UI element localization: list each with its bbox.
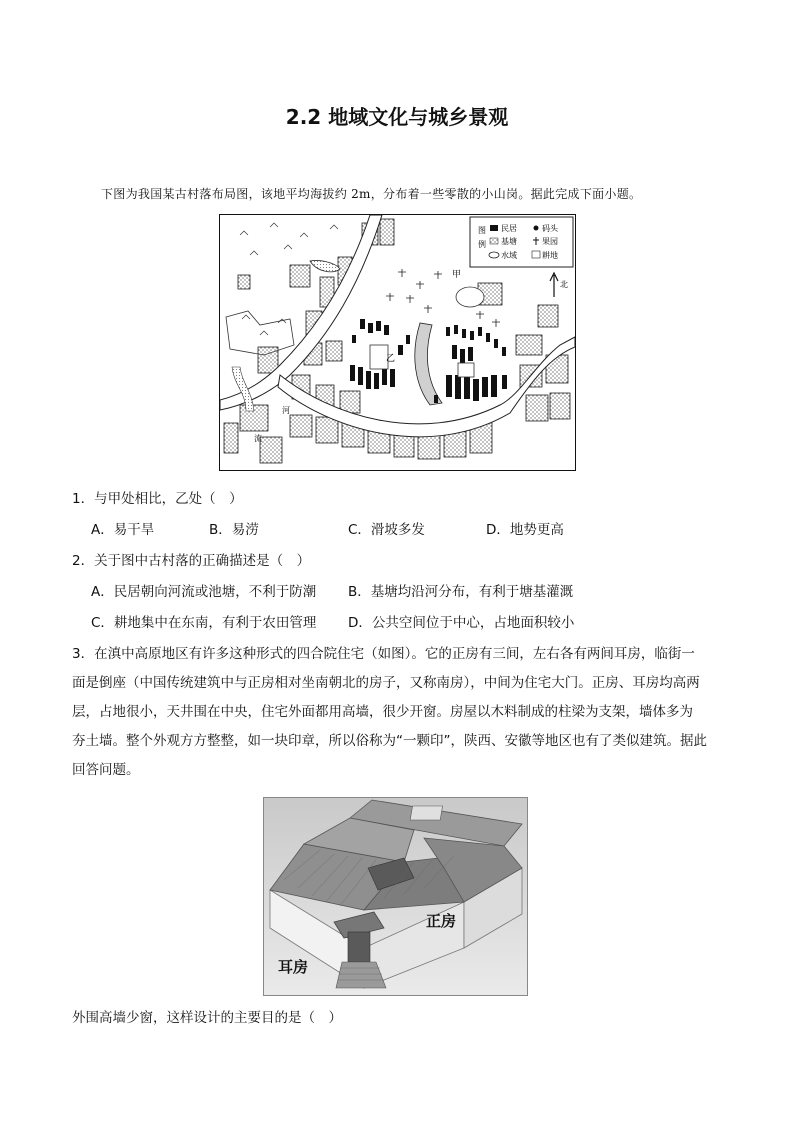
page-title: 2.2 地域文化与城乡景观	[285, 105, 509, 129]
legend-dwelling-icon	[490, 225, 498, 231]
north-label: 北	[560, 280, 568, 289]
map-label-river-1: 河	[282, 406, 290, 415]
question-2-stem: 2．关于图中古村落的正确描述是（ ）	[72, 553, 311, 569]
legend-farmland: 耕地	[542, 251, 558, 260]
map-label-yi: 乙	[386, 354, 396, 364]
village-map	[219, 214, 576, 471]
q3-line-2: 面是倒座（中国传统建筑中与正房相对坐南朝北的房子，又称南房），中间为住宅大门。正房、耳房均高两	[72, 675, 700, 691]
legend-pond-base-icon	[490, 238, 498, 244]
q1-option-c: C．滑坡多发	[348, 522, 425, 538]
main-house-label: 正房	[426, 912, 457, 930]
legend-pond-base: 基塘	[501, 237, 517, 246]
q2-option-b: B．基塘均沿河分布，有利于塘基灌溉	[348, 584, 574, 600]
question-3-text	[72, 640, 724, 785]
legend-water: 水域	[501, 251, 517, 260]
q1-option-a: A．易干旱	[91, 522, 155, 538]
courtyard-house-figure	[263, 797, 528, 996]
legend-title-1: 图	[478, 226, 486, 235]
legend-dock: 码头	[542, 224, 558, 233]
side-house-label: 耳房	[278, 958, 309, 976]
question-1-stem: 1．与甲处相比，乙处（ ）	[72, 491, 243, 507]
q3-line-1: 3．在滇中高原地区有许多这种形式的四合院住宅（如图）。它的正房有三间，左右各有两间耳房，临街一	[72, 646, 695, 662]
question-3-prompt: 外围高墙少窗，这样设计的主要目的是（ ）	[72, 1010, 342, 1026]
q2-option-d: D．公共空间位于中心，占地面积较小	[348, 615, 575, 631]
intro-text: 下图为我国某古村落布局图，该地平均海拔约 2m，分布着一些零散的小山岗。据此完成下面小题。	[101, 187, 642, 201]
legend-farmland-icon	[532, 251, 540, 258]
q2-option-c: C．耕地集中在东南，有利于农田管理	[91, 615, 317, 631]
q3-line-3: 层，占地很小，天井围在中央，住宅外面都用高墙，很少开窗。房屋以木料制成的柱梁为支架，墙体多为	[72, 704, 693, 720]
legend-water-icon	[489, 252, 499, 258]
legend-title-2: 例	[478, 240, 486, 249]
legend-dock-icon	[534, 226, 539, 231]
q1-option-b: B．易涝	[209, 522, 259, 538]
q2-option-a: A．民居朝向河流或池塘，不利于防潮	[91, 584, 317, 600]
map-label-jia: 甲	[452, 270, 462, 280]
q1-option-d: D．地势更高	[486, 522, 564, 538]
q3-line-5: 回答问题。	[72, 762, 140, 778]
village-map-drawing	[220, 215, 575, 470]
legend-dwelling: 民居	[501, 224, 517, 233]
north-arrow-icon	[550, 273, 558, 297]
map-label-river-2: 流	[254, 434, 262, 443]
legend-orchard: 果园	[542, 237, 558, 246]
q3-line-4: 夯土墙。整个外观方方整整，如一块印章，所以俗称为“一颗印”，陕西、安徽等地区也有了类似建筑。据此	[72, 733, 707, 749]
